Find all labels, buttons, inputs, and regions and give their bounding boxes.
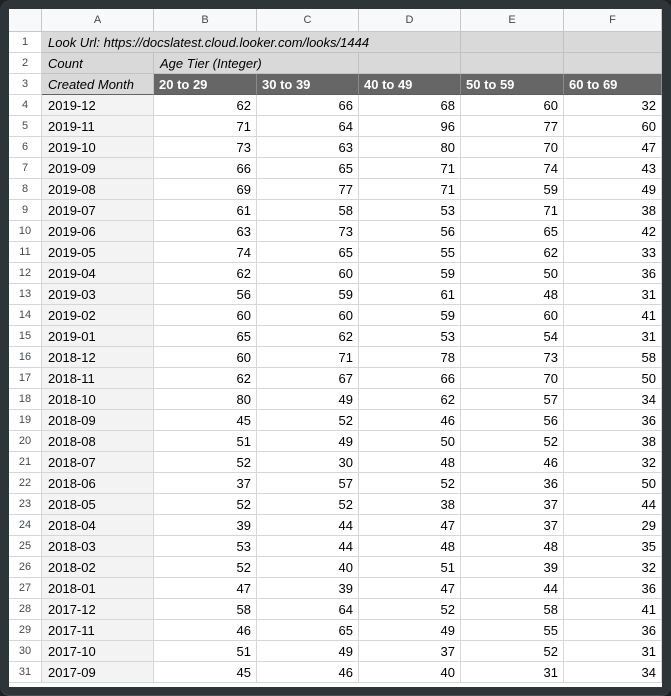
cell-created-month[interactable]: 2019-08 [42,179,154,200]
cell-b2-age-tier[interactable]: Age Tier (Integer) [154,53,359,74]
cell-created-month[interactable]: 2018-01 [42,578,154,599]
cell-value-40to49[interactable]: 52 [359,473,461,494]
cell-value-20to29[interactable]: 74 [154,242,257,263]
sheet-data-row [9,179,662,200]
sheet-data-row [9,473,662,494]
cell-value-20to29[interactable]: 53 [154,536,257,557]
sheet-data-row [9,137,662,158]
cell-value-20to29[interactable]: 58 [154,599,257,620]
cell-value-40to49[interactable]: 66 [359,368,461,389]
cell-created-month[interactable]: 2019-04 [42,263,154,284]
row-header[interactable]: 11 [9,242,42,263]
cell-value-40to49[interactable]: 62 [359,389,461,410]
cell-a3-created-month[interactable]: Created Month [42,74,154,95]
cell-value-60to69[interactable]: 60 [564,116,662,137]
cell-created-month[interactable]: 2017-10 [42,641,154,662]
cell-value-20to29[interactable]: 47 [154,578,257,599]
sheet-data-row [9,599,662,620]
cell-value-20to29[interactable]: 80 [154,389,257,410]
cell-value-40to49[interactable]: 53 [359,200,461,221]
row-header[interactable]: 17 [9,368,42,389]
cell-value-50to59[interactable]: 39 [461,557,564,578]
cell-value-40to49[interactable]: 71 [359,179,461,200]
cell-value-30to39[interactable]: 40 [257,557,359,578]
cell-value-40to49[interactable]: 80 [359,137,461,158]
sheet-data-row [9,494,662,515]
cell-value-60to69[interactable]: 32 [564,452,662,473]
row-header[interactable]: 9 [9,200,42,221]
cell-value-30to39[interactable]: 59 [257,284,359,305]
cell-value-30to39[interactable]: 46 [257,662,359,683]
cell-value-20to29[interactable]: 46 [154,620,257,641]
cell-created-month[interactable]: 2018-06 [42,473,154,494]
cell-value-40to49[interactable]: 49 [359,620,461,641]
cell-created-month[interactable]: 2019-06 [42,221,154,242]
sheet-data-row [9,200,662,221]
cell-created-month[interactable]: 2017-11 [42,620,154,641]
cell-created-month[interactable]: 2018-05 [42,494,154,515]
cell-value-60to69[interactable]: 41 [564,599,662,620]
age-tier-header-40-to-49[interactable]: 40 to 49 [359,74,461,95]
sheet-data-row [9,389,662,410]
spreadsheet-grid [9,9,662,687]
cell-value-60to69[interactable]: 29 [564,515,662,536]
cell-value-50to59[interactable]: 46 [461,452,564,473]
cell-value-60to69[interactable]: 34 [564,662,662,683]
cell-value-50to59[interactable]: 60 [461,95,564,116]
row-header[interactable]: 18 [9,389,42,410]
select-all-corner[interactable] [9,9,42,32]
cell-value-30to39[interactable]: 30 [257,452,359,473]
row-header[interactable]: 29 [9,620,42,641]
cell-value-20to29[interactable]: 51 [154,641,257,662]
cell-value-40to49[interactable]: 40 [359,662,461,683]
cell-value-50to59[interactable]: 31 [461,662,564,683]
cell-value-20to29[interactable]: 73 [154,137,257,158]
row-header[interactable]: 10 [9,221,42,242]
row-header[interactable]: 22 [9,473,42,494]
cell-value-20to29[interactable]: 37 [154,473,257,494]
cell-created-month[interactable]: 2018-04 [42,515,154,536]
cell-value-40to49[interactable]: 51 [359,557,461,578]
cell-value-60to69[interactable]: 50 [564,368,662,389]
sheet-data-row [9,326,662,347]
sheet-data-row [9,452,662,473]
cell-value-20to29[interactable]: 62 [154,95,257,116]
sheet-data-row [9,305,662,326]
cell-value-40to49[interactable]: 61 [359,284,461,305]
sheet-data-row [9,284,662,305]
cell-created-month[interactable]: 2018-09 [42,410,154,431]
cell-value-30to39[interactable]: 67 [257,368,359,389]
column-header-a[interactable]: A [42,9,154,32]
sheet-data-row [9,116,662,137]
sheet-data-row [9,557,662,578]
cell-value-20to29[interactable]: 56 [154,284,257,305]
cell-value-50to59[interactable]: 70 [461,368,564,389]
cell-value-30to39[interactable]: 60 [257,305,359,326]
row-header[interactable]: 23 [9,494,42,515]
cell-value-40to49[interactable]: 52 [359,599,461,620]
row-header[interactable]: 12 [9,263,42,284]
sheet-data-row [9,578,662,599]
row-header[interactable]: 8 [9,179,42,200]
cell-value-20to29[interactable]: 71 [154,116,257,137]
cell-value-60to69[interactable]: 42 [564,221,662,242]
sheet-row-3 [9,74,662,95]
sheet-data-row [9,431,662,452]
row-header[interactable]: 4 [9,95,42,116]
cell-value-30to39[interactable]: 49 [257,389,359,410]
cell-value-40to49[interactable]: 48 [359,452,461,473]
cell-value-60to69[interactable]: 36 [564,620,662,641]
cell-e2[interactable] [461,53,564,74]
cell-value-60to69[interactable]: 43 [564,158,662,179]
column-header-f[interactable]: F [564,9,662,32]
cell-value-40to49[interactable]: 96 [359,116,461,137]
cell-value-30to39[interactable]: 44 [257,515,359,536]
cell-value-30to39[interactable]: 65 [257,158,359,179]
row-header[interactable]: 15 [9,326,42,347]
cell-value-50to59[interactable]: 52 [461,641,564,662]
cell-value-40to49[interactable]: 59 [359,305,461,326]
cell-value-20to29[interactable]: 45 [154,662,257,683]
cell-value-30to39[interactable]: 57 [257,473,359,494]
cell-value-60to69[interactable]: 44 [564,494,662,515]
cell-created-month[interactable]: 2019-03 [42,284,154,305]
cell-value-40to49[interactable]: 47 [359,515,461,536]
age-tier-header-30-to-39[interactable]: 30 to 39 [257,74,359,95]
column-header-e[interactable]: E [461,9,564,32]
cell-value-40to49[interactable]: 46 [359,410,461,431]
sheet-data-row [9,242,662,263]
sheet-data-row [9,536,662,557]
cell-value-30to39[interactable]: 66 [257,95,359,116]
cell-value-30to39[interactable]: 65 [257,620,359,641]
cell-value-50to59[interactable]: 57 [461,389,564,410]
sheet-data-row [9,515,662,536]
sheet-data-row [9,368,662,389]
cell-value-20to29[interactable]: 63 [154,221,257,242]
cell-value-30to39[interactable]: 52 [257,410,359,431]
cell-a1-look-url[interactable]: Look Url: https://docslatest.cloud.looker.com/looks/1444 [42,32,461,53]
cell-value-50to59[interactable]: 37 [461,515,564,536]
row-header-3[interactable]: 3 [9,74,42,95]
row-header[interactable]: 20 [9,431,42,452]
row-header[interactable]: 28 [9,599,42,620]
row-header[interactable]: 26 [9,557,42,578]
cell-value-20to29[interactable]: 52 [154,494,257,515]
cell-created-month[interactable]: 2018-10 [42,389,154,410]
row-header[interactable]: 25 [9,536,42,557]
column-header-row [9,9,662,32]
cell-value-20to29[interactable]: 52 [154,557,257,578]
cell-value-50to59[interactable]: 59 [461,179,564,200]
cell-value-40to49[interactable]: 50 [359,431,461,452]
cell-created-month[interactable]: 2018-08 [42,431,154,452]
cell-value-40to49[interactable]: 38 [359,494,461,515]
cell-value-30to39[interactable]: 44 [257,536,359,557]
row-header[interactable]: 31 [9,662,42,683]
cell-value-50to59[interactable]: 55 [461,620,564,641]
cell-value-50to59[interactable]: 73 [461,347,564,368]
cell-value-30to39[interactable]: 73 [257,221,359,242]
cell-value-50to59[interactable]: 65 [461,221,564,242]
cell-value-50to59[interactable]: 56 [461,410,564,431]
cell-value-60to69[interactable]: 41 [564,305,662,326]
sheet-data-row [9,662,662,683]
sheet-data-row [9,158,662,179]
cell-value-40to49[interactable]: 71 [359,158,461,179]
cell-created-month[interactable]: 2019-12 [42,95,154,116]
cell-value-20to29[interactable]: 52 [154,452,257,473]
cell-value-30to39[interactable]: 49 [257,431,359,452]
row-header[interactable]: 19 [9,410,42,431]
cell-value-60to69[interactable]: 36 [564,578,662,599]
cell-created-month[interactable]: 2017-09 [42,662,154,683]
cell-created-month[interactable]: 2019-02 [42,305,154,326]
cell-value-40to49[interactable]: 47 [359,578,461,599]
sheet-data-row [9,641,662,662]
cell-value-30to39[interactable]: 77 [257,179,359,200]
cell-value-50to59[interactable]: 48 [461,536,564,557]
sheet-data-row [9,95,662,116]
cell-value-40to49[interactable]: 37 [359,641,461,662]
cell-value-60to69[interactable]: 38 [564,200,662,221]
age-tier-header-50-to-59[interactable]: 50 to 59 [461,74,564,95]
cell-value-20to29[interactable]: 62 [154,263,257,284]
cell-value-50to59[interactable]: 37 [461,494,564,515]
row-header[interactable]: 5 [9,116,42,137]
cell-value-20to29[interactable]: 45 [154,410,257,431]
data-rows [9,95,662,683]
cell-value-60to69[interactable]: 38 [564,431,662,452]
cell-e1[interactable] [461,32,564,53]
column-letters [42,9,662,32]
cell-value-20to29[interactable]: 61 [154,200,257,221]
cell-value-60to69[interactable]: 47 [564,137,662,158]
cell-value-20to29[interactable]: 62 [154,368,257,389]
cell-value-60to69[interactable]: 36 [564,410,662,431]
cell-value-40to49[interactable]: 56 [359,221,461,242]
cell-value-50to59[interactable]: 52 [461,431,564,452]
age-tier-header-cells [154,74,662,95]
cell-value-50to59[interactable]: 44 [461,578,564,599]
cell-value-20to29[interactable]: 66 [154,158,257,179]
cell-d2[interactable] [359,53,461,74]
cell-value-60to69[interactable]: 31 [564,641,662,662]
sheet-data-row [9,620,662,641]
cell-value-30to39[interactable]: 39 [257,578,359,599]
cell-created-month[interactable]: 2018-07 [42,452,154,473]
cell-created-month[interactable]: 2019-07 [42,200,154,221]
cell-created-month[interactable]: 2019-10 [42,137,154,158]
cell-value-60to69[interactable]: 35 [564,536,662,557]
column-header-b[interactable]: B [154,9,257,32]
cell-value-30to39[interactable]: 71 [257,347,359,368]
cell-value-30to39[interactable]: 60 [257,263,359,284]
cell-value-60to69[interactable]: 50 [564,473,662,494]
cell-value-30to39[interactable]: 58 [257,200,359,221]
sheet-row-1 [9,32,662,53]
cell-value-60to69[interactable]: 31 [564,326,662,347]
cell-value-40to49[interactable]: 55 [359,242,461,263]
row-header-1[interactable]: 1 [9,32,42,53]
sheet-data-row [9,410,662,431]
column-header-d[interactable]: D [359,9,461,32]
row-header[interactable]: 24 [9,515,42,536]
cell-value-40to49[interactable]: 59 [359,263,461,284]
cell-value-50to59[interactable]: 48 [461,284,564,305]
cell-value-50to59[interactable]: 50 [461,263,564,284]
column-header-c[interactable]: C [257,9,359,32]
cell-value-20to29[interactable]: 51 [154,431,257,452]
cell-value-30to39[interactable]: 65 [257,242,359,263]
cell-value-30to39[interactable]: 49 [257,641,359,662]
cell-value-60to69[interactable]: 49 [564,179,662,200]
cell-value-30to39[interactable]: 52 [257,494,359,515]
cell-value-50to59[interactable]: 71 [461,200,564,221]
cell-value-30to39[interactable]: 64 [257,599,359,620]
cell-value-50to59[interactable]: 74 [461,158,564,179]
cell-value-50to59[interactable]: 60 [461,305,564,326]
cell-value-40to49[interactable]: 68 [359,95,461,116]
cell-f1[interactable] [564,32,662,53]
age-tier-header-20-to-29[interactable]: 20 to 29 [154,74,257,95]
cell-value-30to39[interactable]: 64 [257,116,359,137]
cell-value-50to59[interactable]: 54 [461,326,564,347]
cell-value-40to49[interactable]: 53 [359,326,461,347]
cell-value-60to69[interactable]: 58 [564,347,662,368]
cell-value-30to39[interactable]: 63 [257,137,359,158]
cell-created-month[interactable]: 2017-12 [42,599,154,620]
age-tier-header-60-to-69[interactable]: 60 to 69 [564,74,662,95]
cell-created-month[interactable]: 2019-11 [42,116,154,137]
cell-created-month[interactable]: 2019-09 [42,158,154,179]
cell-value-60to69[interactable]: 32 [564,557,662,578]
cell-created-month[interactable]: 2018-03 [42,536,154,557]
row-header[interactable]: 7 [9,158,42,179]
sheet-data-row [9,221,662,242]
cell-created-month[interactable]: 2019-05 [42,242,154,263]
cell-value-20to29[interactable]: 69 [154,179,257,200]
cell-value-20to29[interactable]: 60 [154,347,257,368]
cell-value-50to59[interactable]: 36 [461,473,564,494]
row-header[interactable]: 30 [9,641,42,662]
cell-created-month[interactable]: 2018-11 [42,368,154,389]
row-header[interactable]: 6 [9,137,42,158]
cell-value-60to69[interactable]: 33 [564,242,662,263]
cell-created-month[interactable]: 2018-12 [42,347,154,368]
cell-created-month[interactable]: 2019-01 [42,326,154,347]
cell-created-month[interactable]: 2018-02 [42,557,154,578]
cell-value-30to39[interactable]: 62 [257,326,359,347]
row-header[interactable]: 21 [9,452,42,473]
cell-value-40to49[interactable]: 78 [359,347,461,368]
cell-value-20to29[interactable]: 39 [154,515,257,536]
row-header[interactable]: 13 [9,284,42,305]
cell-value-50to59[interactable]: 70 [461,137,564,158]
cell-value-60to69[interactable]: 32 [564,95,662,116]
sheet-data-row [9,263,662,284]
row-header[interactable]: 27 [9,578,42,599]
cell-f2[interactable] [564,53,662,74]
cell-value-60to69[interactable]: 36 [564,263,662,284]
sheet-data-row [9,347,662,368]
cell-value-50to59[interactable]: 58 [461,599,564,620]
cell-value-40to49[interactable]: 48 [359,536,461,557]
row-header-2[interactable]: 2 [9,53,42,74]
cell-value-20to29[interactable]: 65 [154,326,257,347]
cell-value-60to69[interactable]: 34 [564,389,662,410]
row-header[interactable]: 16 [9,347,42,368]
cell-value-50to59[interactable]: 62 [461,242,564,263]
sheet-row-2 [9,53,662,74]
cell-value-60to69[interactable]: 31 [564,284,662,305]
row-header[interactable]: 14 [9,305,42,326]
cell-a2-count[interactable]: Count [42,53,154,74]
cell-value-50to59[interactable]: 77 [461,116,564,137]
cell-value-20to29[interactable]: 60 [154,305,257,326]
